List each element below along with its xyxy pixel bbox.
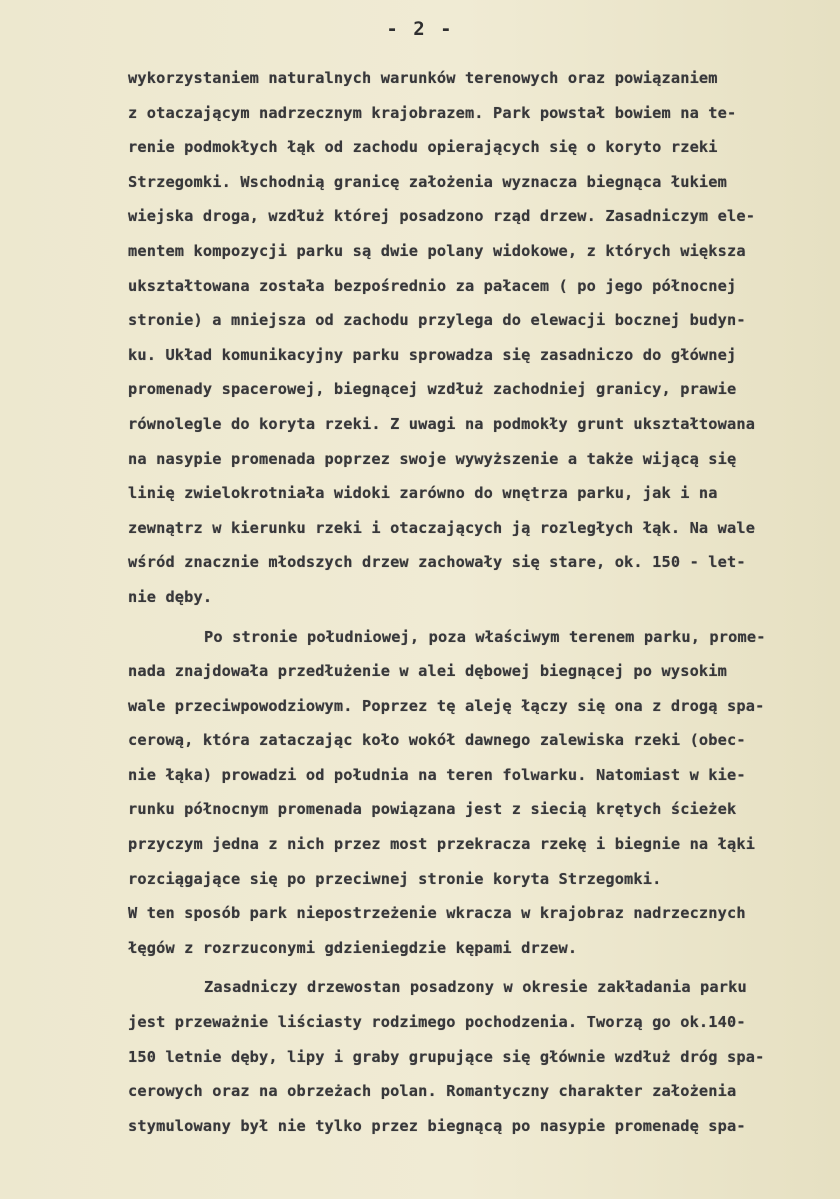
text-line: zewnątrz w kierunku rzeki i otaczających ją rozległych łąk. Na wale bbox=[128, 518, 756, 537]
text-line: równolegle do koryta rzeki. Z uwagi na podmokły grunt ukształtowana bbox=[128, 414, 756, 433]
text-line: ku. Układ komunikacyjny parku sprowadza się zasadniczo do głównej bbox=[128, 345, 737, 364]
text-line: linię zwielokrotniała widoki zarówno do wnętrza parku, jak i na bbox=[128, 484, 718, 503]
text-line: runku północnym promenada powiązana jest z siecią krętych ścieżek bbox=[128, 800, 737, 819]
text-line: rozciągające się po przeciwnej stronie koryta Strzegomki. bbox=[128, 869, 662, 888]
text-line: stronie) a mniejsza od zachodu przylega do elewacji bocznej budyn- bbox=[128, 311, 746, 330]
document-body bbox=[128, 61, 818, 1143]
text-line: Strzegomki. Wschodnią granicę założenia wyznacza biegnąca łukiem bbox=[128, 172, 728, 191]
text-line: stymulowany był nie tylko przez biegnącą po nasypie promenadę spa- bbox=[128, 1116, 746, 1135]
text-line: wykorzystaniem naturalnych warunków terenowych oraz powiązaniem bbox=[128, 69, 718, 87]
text-line: łęgów z rozrzuconymi gdzieniegdzie kępami drzew. bbox=[128, 938, 578, 957]
text-line: cerowych oraz na obrzeżach polan. Romantyczny charakter założenia bbox=[128, 1082, 737, 1101]
text-line: nada znajdowała przedłużenie w alei dębowej biegnącej po wysokim bbox=[128, 662, 728, 681]
text-line: wśród znacznie młodszych drzew zachowały się stare, ok. 150 - let- bbox=[128, 553, 746, 572]
text-line: wiejska droga, wzdłuż której posadzono rząd drzew. Zasadniczym ele- bbox=[128, 207, 756, 226]
text-line: mentem kompozycji parku są dwie polany widokowe, z których większa bbox=[128, 241, 746, 260]
text-line: nie łąka) prowadzi od południa na teren folwarku. Natomiast w kie- bbox=[128, 765, 746, 784]
paragraph-start-line: Zasadniczy drzewostan posadzony w okresie zakładania parku bbox=[204, 978, 747, 997]
paragraph-start-line: Po stronie południowej, poza właściwym terenem parku, prome- bbox=[204, 627, 766, 646]
text-line: wale przeciwpowodziowym. Poprzez tę aleję łączy się ona z drogą spa- bbox=[128, 696, 765, 715]
text-line: na nasypie promenada poprzez swoje wywyższenie a także wijącą się bbox=[128, 449, 737, 468]
text-line: W ten sposób park niepostrzeżenie wkracza w krajobraz nadrzecznych bbox=[128, 904, 746, 923]
text-line: z otaczającym nadrzecznym krajobrazem. Park powstał bowiem na te- bbox=[128, 103, 737, 122]
text-line: nie dęby. bbox=[128, 587, 213, 606]
text-line: promenady spacerowej, biegnącej wzdłuż zachodniej granicy, prawie bbox=[128, 380, 737, 399]
text-line: cerową, która zataczając koło wokół dawnego zalewiska rzeki (obec- bbox=[128, 731, 746, 750]
text-line: przyczym jedna z nich przez most przekracza rzekę i biegnie na łąki bbox=[128, 835, 756, 854]
page-number: - 2 - bbox=[386, 18, 454, 40]
text-line: 150 letnie dęby, lipy i graby grupujące się głównie wzdłuż dróg spa- bbox=[128, 1047, 765, 1066]
text-line: ukształtowana została bezpośrednio za pałacem ( po jego północnej bbox=[128, 276, 737, 295]
text-line: jest przeważnie liściasty rodzimego pochodzenia. Tworzą go ok.140- bbox=[128, 1013, 746, 1032]
text-line: renie podmokłych łąk od zachodu opierających się o koryto rzeki bbox=[128, 138, 718, 157]
